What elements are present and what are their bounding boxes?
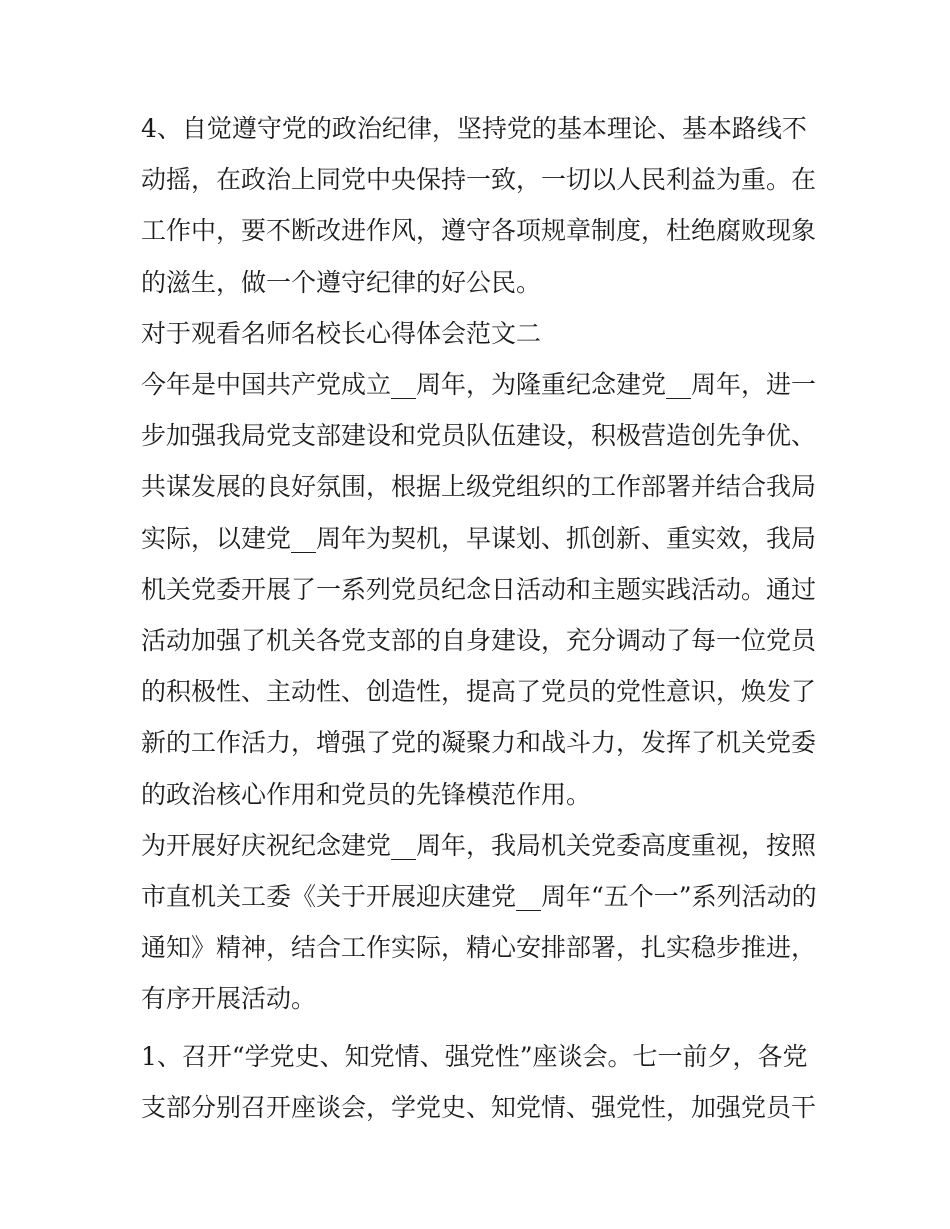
paragraph-discipline: 4、自觉遵守党的政治纪律，坚持党的基本理论、基本路线不动摇，在政治上同党中央保持一致，一切以人民利益为重。在工作中，要不断改进作风，遵守各项规章制度，杜绝腐败现象的滋生，做一个遵守纪律的好公民。 — [141, 114, 817, 297]
section-heading: 对于观看名师名校长心得体会范文二 — [141, 318, 542, 348]
paragraph-anniversary: 今年是中国共产党成立__周年，为隆重纪念建党__周年，进一步加强我局党支部建设和党员队伍建设，积极营造创先争优、共谋发展的良好氛围，根据上级党组织的工作部署并结合我局实际，以建党__周年为契机，早谋划、抓创新、重实效，我局机关党委开展了一系列党员纪念日活动和主题实践活动。通过活动加强了机关各党支部的自身建设，充分调动了每一位党员的积极性、主动性、创造性，提高了党员的党性意识，焕发了新的工作活力，增强了党的凝聚力和战斗力，发挥了机关党委的政治核心作用和党员的先锋模范作用。 — [141, 370, 817, 809]
paragraph-arrangement: 为开展好庆祝纪念建党__周年，我局机关党委高度重视，按照市直机关工委《关于开展迎庆建党__周年“五个一”系列活动的通知》精神，结合工作实际，精心安排部署，扎实稳步推进，有序开展活动。 — [141, 830, 817, 1014]
document-body — [141, 103, 821, 1133]
paragraph-symposium: 1、召开“学党史、知党情、强党性”座谈会。七一前夕，各党支部分别召开座谈会，学党史、知党情、强党性，加强党员干 — [141, 1041, 817, 1122]
